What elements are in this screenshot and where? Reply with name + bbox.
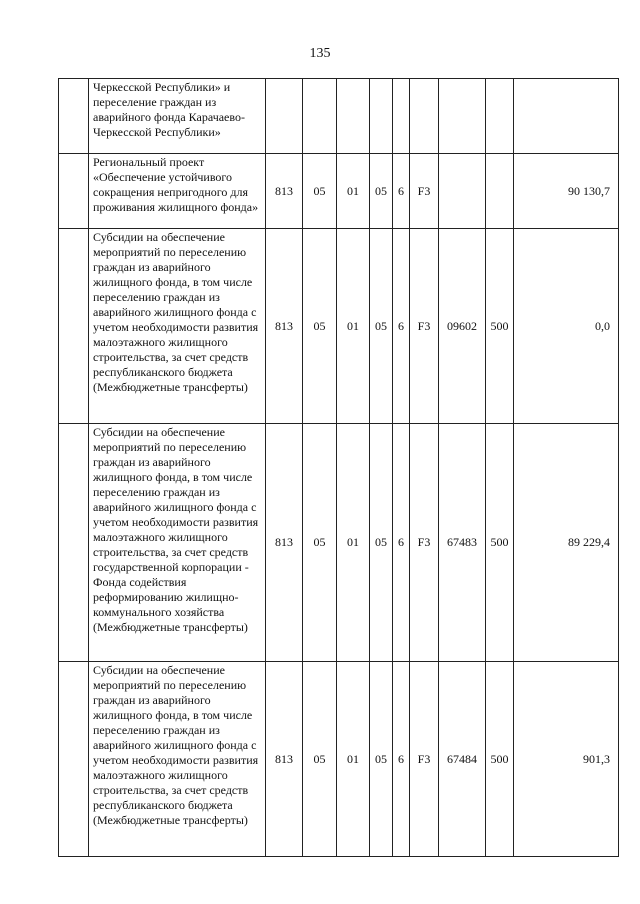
code-cell: 01 xyxy=(337,662,370,857)
code-cell: 05 xyxy=(303,424,337,662)
amount-cell: 90 130,7 xyxy=(514,154,619,229)
code-cell: F3 xyxy=(410,229,439,424)
table-row xyxy=(59,424,619,662)
code-cell: 05 xyxy=(370,424,393,662)
code-cell: 01 xyxy=(337,424,370,662)
description-cell: Субсидии на обеспечение мероприятий по переселению граждан из аварийного жилищного фонда, в том числе переселению граждан из аварийного жилищного фонда с учетом необходимости развития малоэтажного жилищного строительства, за счет средств государственной корпорации - Фонда содействия реформированию жилищно-коммунального хозяйства (Межбюджетные трансферты) xyxy=(89,424,266,662)
amount-cell: 89 229,4 xyxy=(514,424,619,662)
code-cell xyxy=(303,79,337,154)
code-cell xyxy=(410,79,439,154)
code-cell: 67484 xyxy=(439,662,486,857)
code-cell: 500 xyxy=(486,662,514,857)
code-cell: 500 xyxy=(486,229,514,424)
code-cell: 05 xyxy=(303,662,337,857)
code-cell xyxy=(439,79,486,154)
index-cell xyxy=(59,424,89,662)
index-cell xyxy=(59,229,89,424)
code-cell xyxy=(393,79,410,154)
code-cell: 813 xyxy=(266,154,303,229)
code-cell: 813 xyxy=(266,229,303,424)
code-cell: 05 xyxy=(370,229,393,424)
code-cell: 6 xyxy=(393,154,410,229)
code-cell xyxy=(266,79,303,154)
table-row xyxy=(59,229,619,424)
code-cell: F3 xyxy=(410,424,439,662)
code-cell xyxy=(486,154,514,229)
table-row xyxy=(59,79,619,154)
code-cell xyxy=(337,79,370,154)
index-cell xyxy=(59,662,89,857)
code-cell: 6 xyxy=(393,229,410,424)
amount-cell: 0,0 xyxy=(514,229,619,424)
code-cell: 6 xyxy=(393,424,410,662)
code-cell xyxy=(486,79,514,154)
code-cell: 09602 xyxy=(439,229,486,424)
budget-table xyxy=(58,78,619,857)
code-cell: 813 xyxy=(266,662,303,857)
table-row xyxy=(59,662,619,857)
code-cell: 05 xyxy=(303,154,337,229)
amount-cell xyxy=(514,79,619,154)
description-cell: Субсидии на обеспечение мероприятий по переселению граждан из аварийного жилищного фонда, в том числе переселению граждан из аварийного жилищного фонда с учетом необходимости развития малоэтажного жилищного строительства, за счет средств республиканского бюджета (Межбюджетные трансферты) xyxy=(89,229,266,424)
description-cell: Субсидии на обеспечение мероприятий по переселению граждан из аварийного жилищного фонда, в том числе переселению граждан из аварийного жилищного фонда с учетом необходимости развития малоэтажного жилищного строительства, за счет средств республиканского бюджета (Межбюджетные трансферты) xyxy=(89,662,266,857)
code-cell: 01 xyxy=(337,229,370,424)
code-cell xyxy=(370,79,393,154)
code-cell: 6 xyxy=(393,662,410,857)
description-cell: Региональный проект «Обеспечение устойчивого сокращения непригодного для проживания жилищного фонда» xyxy=(89,154,266,229)
index-cell xyxy=(59,79,89,154)
description-cell: Черкесской Республики» и переселение граждан из аварийного фонда Карачаево-Черкесской Республики» xyxy=(89,79,266,154)
code-cell: F3 xyxy=(410,154,439,229)
code-cell: 05 xyxy=(370,662,393,857)
index-cell xyxy=(59,154,89,229)
code-cell: 813 xyxy=(266,424,303,662)
code-cell: 01 xyxy=(337,154,370,229)
code-cell: 67483 xyxy=(439,424,486,662)
table-row xyxy=(59,154,619,229)
code-cell: 05 xyxy=(370,154,393,229)
code-cell xyxy=(439,154,486,229)
code-cell: 500 xyxy=(486,424,514,662)
code-cell: F3 xyxy=(410,662,439,857)
amount-cell: 901,3 xyxy=(514,662,619,857)
page-number: 135 xyxy=(309,46,331,61)
code-cell: 05 xyxy=(303,229,337,424)
